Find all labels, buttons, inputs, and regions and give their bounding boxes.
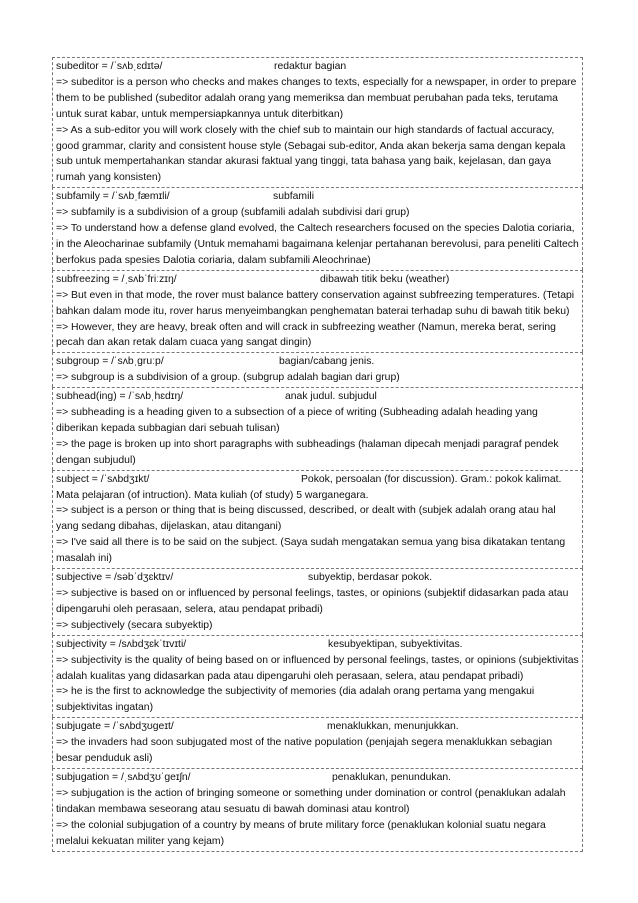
entry-example: => subgroup is a subdivision of a group. (subgrup adalah bagian dari grup) (56, 372, 400, 384)
dictionary-page (52, 57, 583, 852)
entry-example: => I've said all there is to be said on the subject. (Saya sudah mengatakan semua yang bisa dikatakan tentang masalah ini) (56, 537, 566, 565)
entry-headline (56, 189, 580, 205)
dictionary-entry (52, 717, 583, 768)
dictionary-entry (52, 387, 583, 470)
entry-translation: subyektip, berdasar pokok. (308, 572, 433, 584)
entry-translation: kesubyektipan, subyektivitas. (328, 638, 463, 650)
entry-translation: anak judul. subjudul (285, 391, 377, 403)
dictionary-entry (52, 568, 583, 635)
entry-headline (56, 570, 580, 586)
entry-example: => As a sub-editor you will work closely with the chief sub to maintain our high standards of factual accuracy, good grammar, clarity and consistent house style (Sebagai sub-editor, Anda akan bekerja sama dengan kepala sub untuk mempertahankan standar akurasi faktual yang tinggi, tata bahasa yang baik, kejelasan, dan gaya rumah yang konsisten) (56, 124, 566, 184)
entry-headline (56, 272, 580, 288)
entry-example: => the colonial subjugation of a country by means of brute military force (penaklukan kolonial suatu negara melalui kekuatan militer yang kejam) (56, 819, 546, 847)
dictionary-entry (52, 470, 583, 568)
entry-headline (56, 770, 580, 786)
entry-example: => the invaders had soon subjugated most of the native population (penjajah segera menaklukkan sebagian besar penduduk asli) (56, 737, 553, 765)
entry-term: subjugation = /ˌsʌbdʒʊˈɡeɪʃn/ (56, 771, 191, 783)
entry-headline (56, 59, 580, 75)
entry-translation: penaklukan, penundukan. (332, 771, 452, 783)
entry-example: => subeditor is a person who checks and makes changes to texts, especially for a newspaper, in order to prepare them to be published (subeditor adalah orang yang memeriksa dan membuat perubahan pada teks, terutama untuk surat kabar, untuk mempersiapkannya untuk diterbitkan) (56, 76, 577, 120)
entry-headline (56, 389, 580, 405)
entry-headline (56, 354, 580, 370)
entry-example: => subjugation is the action of bringing someone or something under domination or control (penaklukan adalah tindakan membawa seseorang atau sesuatu di bawah dominasi atau kontrol) (56, 787, 566, 815)
entry-translation: menaklukkan, menunjukkan. (327, 721, 459, 733)
dictionary-entry (52, 352, 583, 387)
entry-example: => subjectively (secara subyektip) (56, 619, 213, 631)
entry-example: => subfamily is a subdivision of a group (subfamili adalah subdivisi dari grup) (56, 207, 410, 219)
dictionary-entry (52, 635, 583, 718)
entry-translation: Pokok, persoalan (for discussion). Gram.: pokok kalimat. (301, 473, 562, 485)
entry-term: subject = /ˈsʌbdʒɪkt/ (56, 473, 150, 485)
entry-headline (56, 719, 580, 735)
entry-translation: bagian/cabang jenis. (279, 356, 375, 368)
entry-translation: subfamili (273, 191, 314, 203)
entry-term: subfreezing = /ˌsʌbˈfriːzɪŋ/ (56, 273, 177, 285)
entry-headline (56, 472, 580, 488)
entry-term: subhead(ing) = /ˈsʌbˌhɛdɪŋ/ (56, 391, 184, 403)
entry-example: => To understand how a defense gland evolved, the Caltech researchers focused on the species Dalotia coriaria, in the Aleocharinae subfamily (Untuk memahami bagaimana kelenjar pertahanan berevolusi, para peneliti Caltech berfokus pada spesies Dalotia coriaria, dalam subfamili Aleochrinae) (56, 223, 579, 266)
entry-term: subeditor = /ˈsʌbˌɛdɪtə/ (56, 61, 163, 72)
dictionary-entry (52, 270, 583, 353)
entry-term: subfamily = /ˈsʌbˌfæmɪli/ (56, 191, 170, 203)
dictionary-entry (52, 187, 583, 270)
dictionary-entry (52, 57, 583, 187)
entry-example: => he is the first to acknowledge the subjectivity of memories (dia adalah orang pertama yang mengakui subjektivitas ingatan) (56, 686, 535, 714)
entry-term: subgroup = /ˈsʌbˌɡruːp/ (56, 356, 164, 368)
dictionary-entry (52, 768, 583, 852)
entry-term: subjectivity = /sʌbdʒɛkˈtɪvɪti/ (56, 638, 187, 650)
entry-example: => subjectivity is the quality of being based on or influenced by personal feelings, tastes, or opinions (subjektivitas adalah kualitas yang didasarkan pada atau dipengaruhi oleh perasaan, selera, atau pendapat pribadi) (56, 654, 579, 682)
entry-example: => However, they are heavy, break often and will crack in subfreezing weather (Namun, mereka berat, sering pecah dan akan retak dalam cuaca yang sangat dingin) (56, 321, 556, 349)
entry-example: => But even in that mode, the rover must balance battery conservation against subfreezing temperatures. (Tetapi bahkan dalam mode itu, rover harus menyeimbangkan penghematan baterai terhadap suhu di bawah titik beku) (56, 289, 575, 317)
entry-example: => the page is broken up into short paragraphs with subheadings (halaman dipecah menjadi paragraf pendek dengan subjudul) (56, 438, 559, 466)
entry-example: Mata pelajaran (of intruction). Mata kuliah (of study) 5 warganegara. (56, 489, 369, 501)
entry-list (52, 57, 583, 852)
entry-example: => subheading is a heading given to a subsection of a piece of writing (Subheading adalah heading yang diberikan kepada subbagian dari sebuah tulisan) (56, 407, 538, 434)
entry-translation: redaktur bagian (274, 61, 347, 72)
entry-headline (56, 637, 580, 653)
entry-example: => subjective is based on or influenced by personal feelings, tastes, or opinions (subjektif didasarkan pada atau dipengaruhi oleh perasaan, selera, atau pendapat pribadi) (56, 588, 569, 615)
entry-translation: dibawah titik beku (weather) (320, 273, 450, 285)
entry-term: subjective = /səbˈdʒɛktɪv/ (56, 572, 174, 584)
entry-example: => subject is a person or thing that is being discussed, described, or dealt with (subjek adalah orang atau hal yang sedang dibahas, dijelaskan, atau ditangani) (56, 505, 556, 533)
entry-term: subjugate = /ˈsʌbdʒʊɡeɪt/ (56, 721, 174, 733)
